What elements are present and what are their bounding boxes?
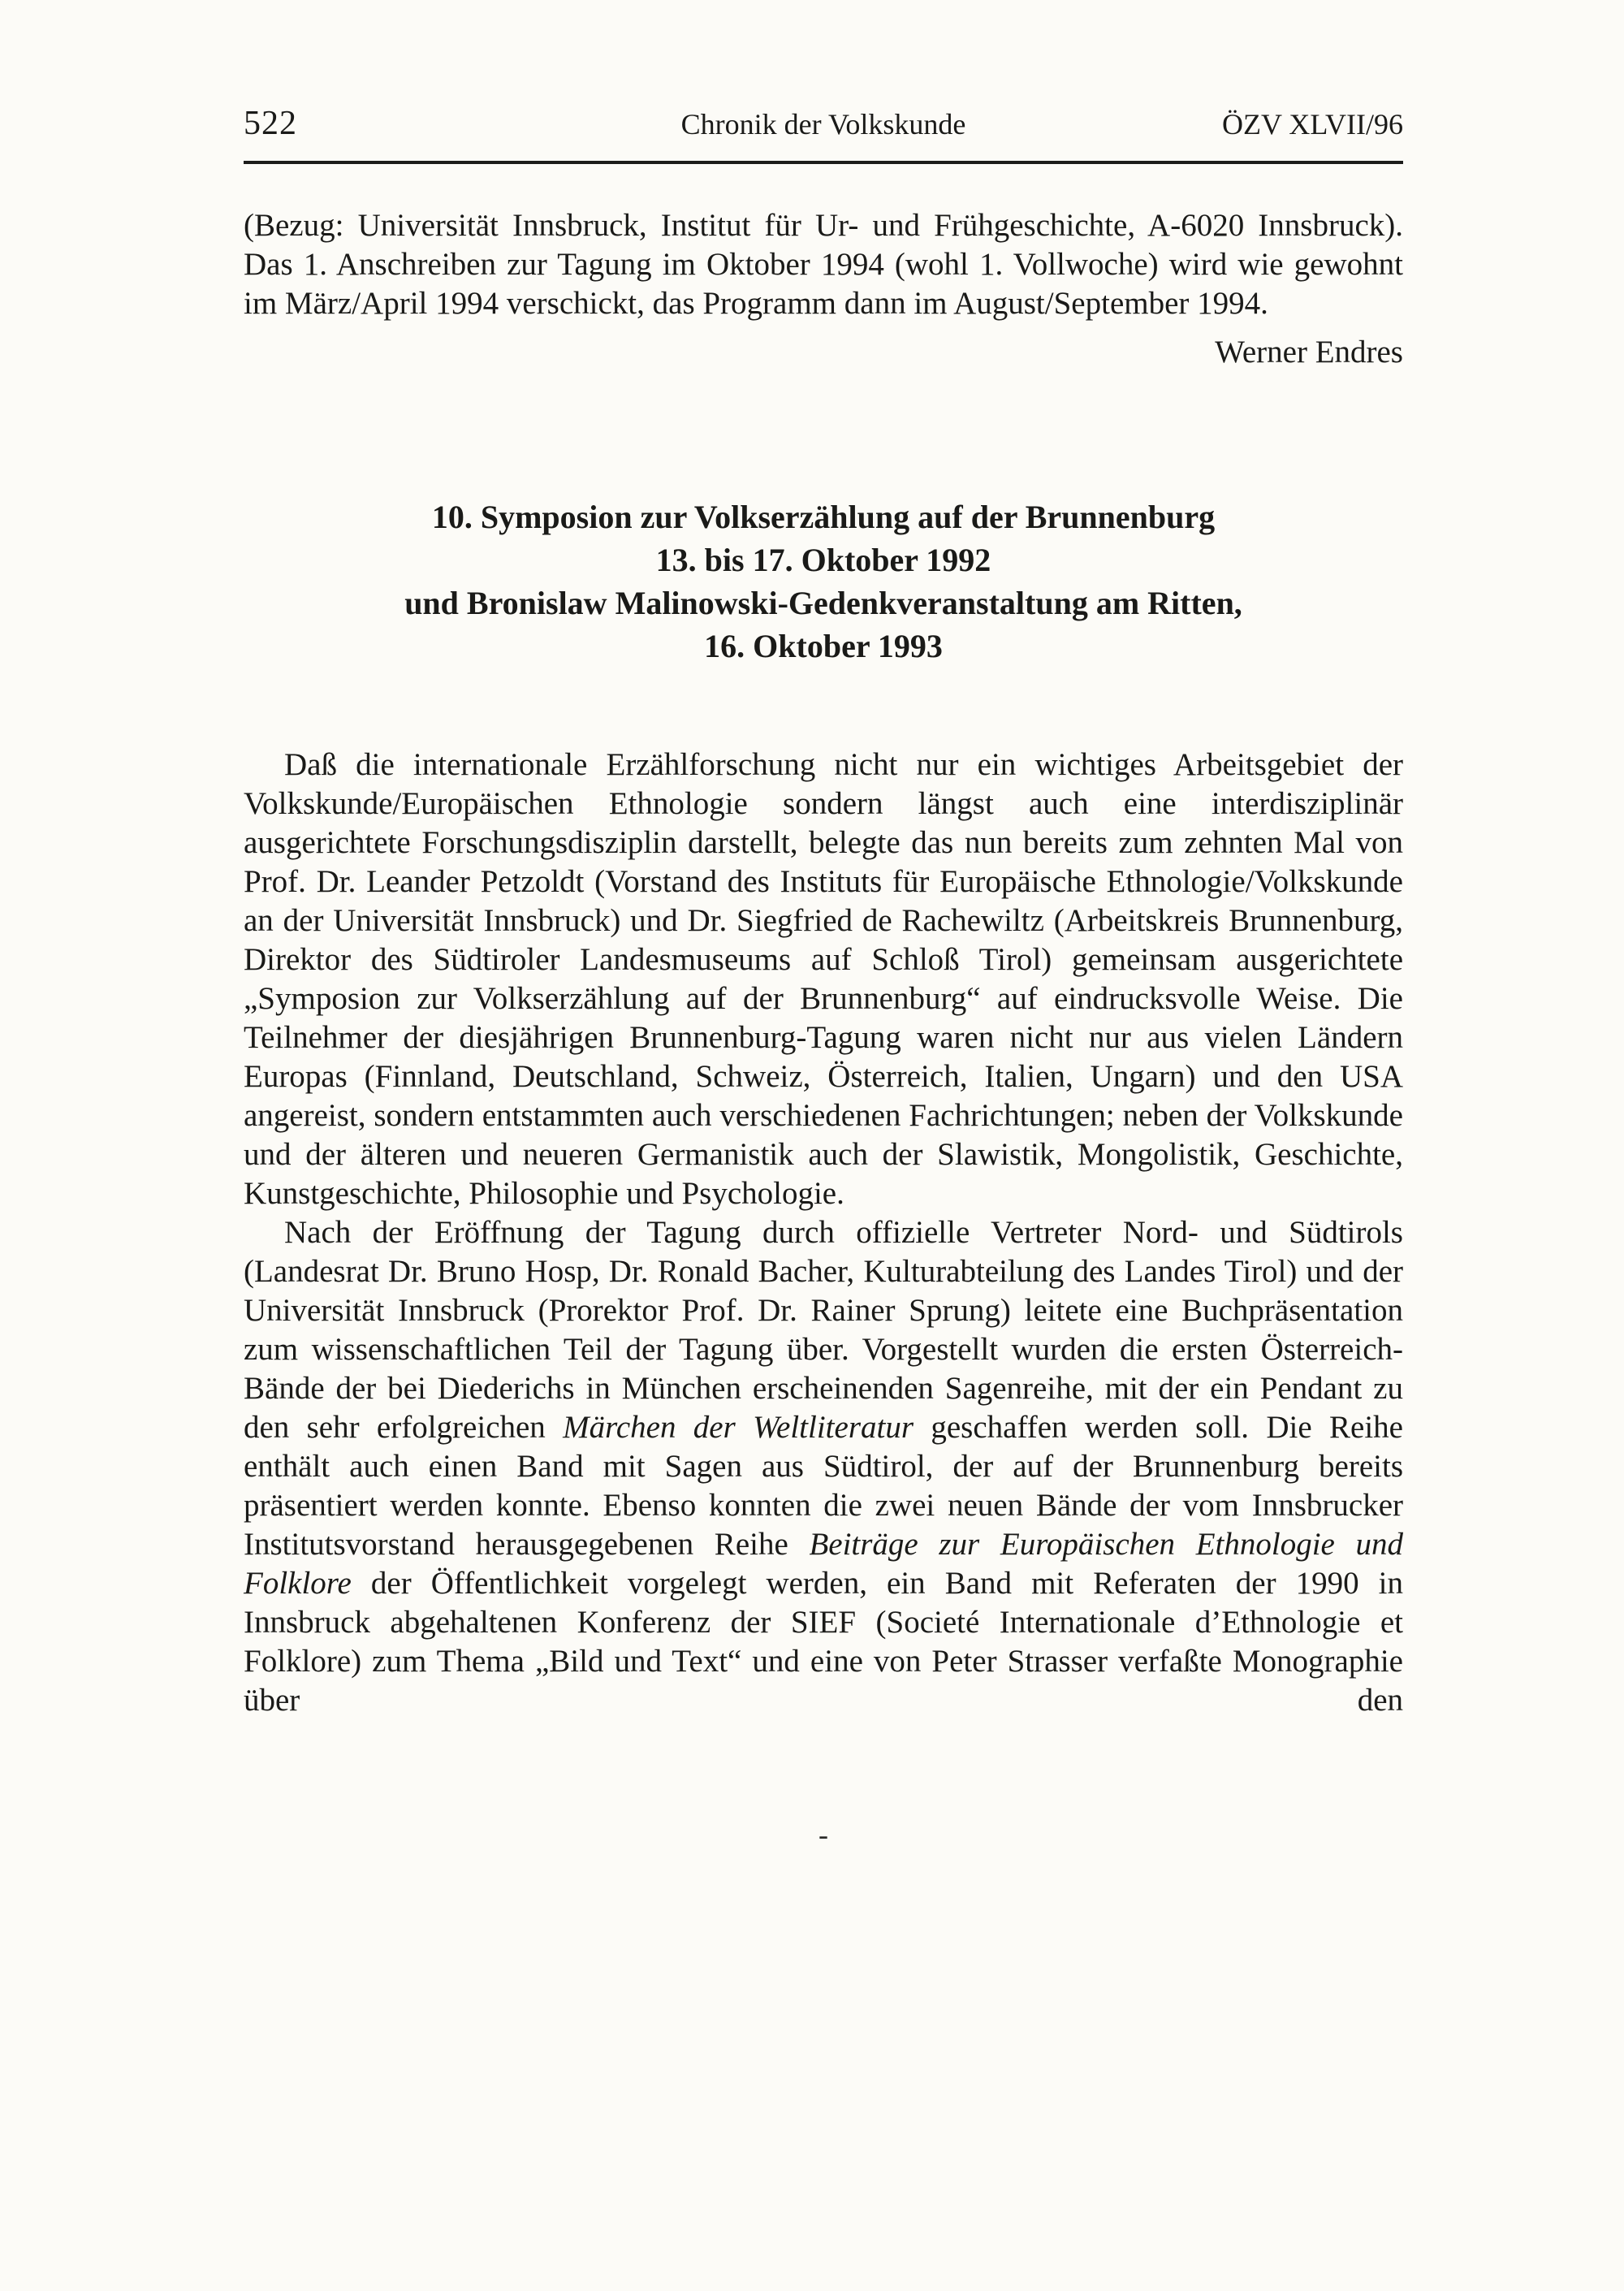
heading-line-1: 10. Symposion zur Volkserzählung auf der Brunnenburg <box>431 499 1216 535</box>
intro-paragraph: (Bezug: Universität Innsbruck, Institut für Ur- und Frühgeschichte, A-6020 Innsbruck). Das 1. Anschreiben zur Tagung im Oktober 1994 (wohl 1. Vollwoche) wird wie gewohnt im März/April 1994 verschickt, das Programm dann im August/September 1994. <box>244 208 1403 321</box>
page-number: 522 <box>244 105 297 142</box>
page-bottom-mark: - <box>818 1818 828 1851</box>
issue-label: ÖZV XLVII/96 <box>1222 108 1403 140</box>
page-header <box>244 104 1403 143</box>
text-run: geschaffen werden soll. Die Reihe enthält auch einen Band mit Sagen aus Südtirol, der auf der Brunnenburg bereits präsentiert werden konnte. Ebenso konnten die zwei neuen Bände der vom Innsbrucker Institutsvorstand herausgegebenen Reihe <box>244 1410 1403 1562</box>
body-paragraph-2 <box>244 1213 1403 1720</box>
text-run: Nach der Eröffnung der Tagung durch offizielle Vertreter Nord- und Südtirols (Landesrat Dr. Bruno Hosp, Dr. Ronald Bacher, Kulturabteilung des Landes Tirol) und der Universität Innsbruck (Prorektor Prof. Dr. Rainer Sprung) leitete eine Buchpräsentation zum wissenschaftlichen Teil der Tagung über. Vorgestellt wurden die ersten Österreich-Bände der bei Diederichs in München erscheinenden Sagenreihe, mit der ein Pendant zu den sehr erfolgreichen <box>244 1215 1403 1445</box>
heading-line-3: und Bronislaw Malinowski-Gedenkveranstaltung am Ritten, <box>404 585 1242 621</box>
heading-line-4: 16. Oktober 1993 <box>704 628 943 664</box>
body-paragraph-1 <box>244 746 1403 1213</box>
header-rule <box>244 161 1403 164</box>
text-run: Daß die internationale Erzählforschung nicht nur ein wichtiges Arbeitsgebiet der Volkskunde/Europäischen Ethnologie sondern längst auch eine interdisziplinär ausgerichtete Forschungsdisziplin darstellt, belegte das nun bereits zum zehnten Mal von Prof. Dr. Leander Petzoldt (Vorstand des Instituts für Europäische Ethnologie/Volkskunde an der Universität Innsbruck) und Dr. Siegfried de Rachewiltz (Arbeitskreis Brunnenburg, Direktor des Südtiroler Landesmuseums auf Schloß Tirol) gemeinsam ausgerichtete „Symposion zur Volkserzählung auf der Brunnenburg“ auf eindrucksvolle Weise. Die Teilnehmer der diesjährigen Brunnenburg-Tagung waren nicht nur aus vielen Ländern Europas (Finnland, Deutschland, Schweiz, Österreich, Italien, Ungarn) und den USA angereist, sondern entstammten auch verschiedenen Fachrichtungen; neben der Volkskunde und der älteren und neueren Germanistik auch der Slawistik, Mongolistik, Geschichte, Kunstgeschichte, Philosophie und Psychologie. <box>244 747 1403 1211</box>
running-title: Chronik der Volkskunde <box>680 108 966 140</box>
section-heading <box>244 495 1403 668</box>
heading-line-2: 13. bis 17. Oktober 1992 <box>655 542 991 578</box>
text-run: der Öffentlichkeit vorgelegt werden, ein Band mit Referaten der 1990 in Innsbruck abgehaltenen Konferenz der SIEF (Societé Internationale d’Ethnologie et Folklore) zum Thema „Bild und Text“ und eine von Peter Strasser verfaßte Monographie über den <box>244 1566 1403 1718</box>
italic-series-title: Beiträge zur Europäischen Ethnologie und Folklore <box>244 1527 1403 1601</box>
author-signature: Werner Endres <box>1215 335 1403 370</box>
italic-book-title: Märchen der Weltliteratur <box>563 1410 914 1445</box>
